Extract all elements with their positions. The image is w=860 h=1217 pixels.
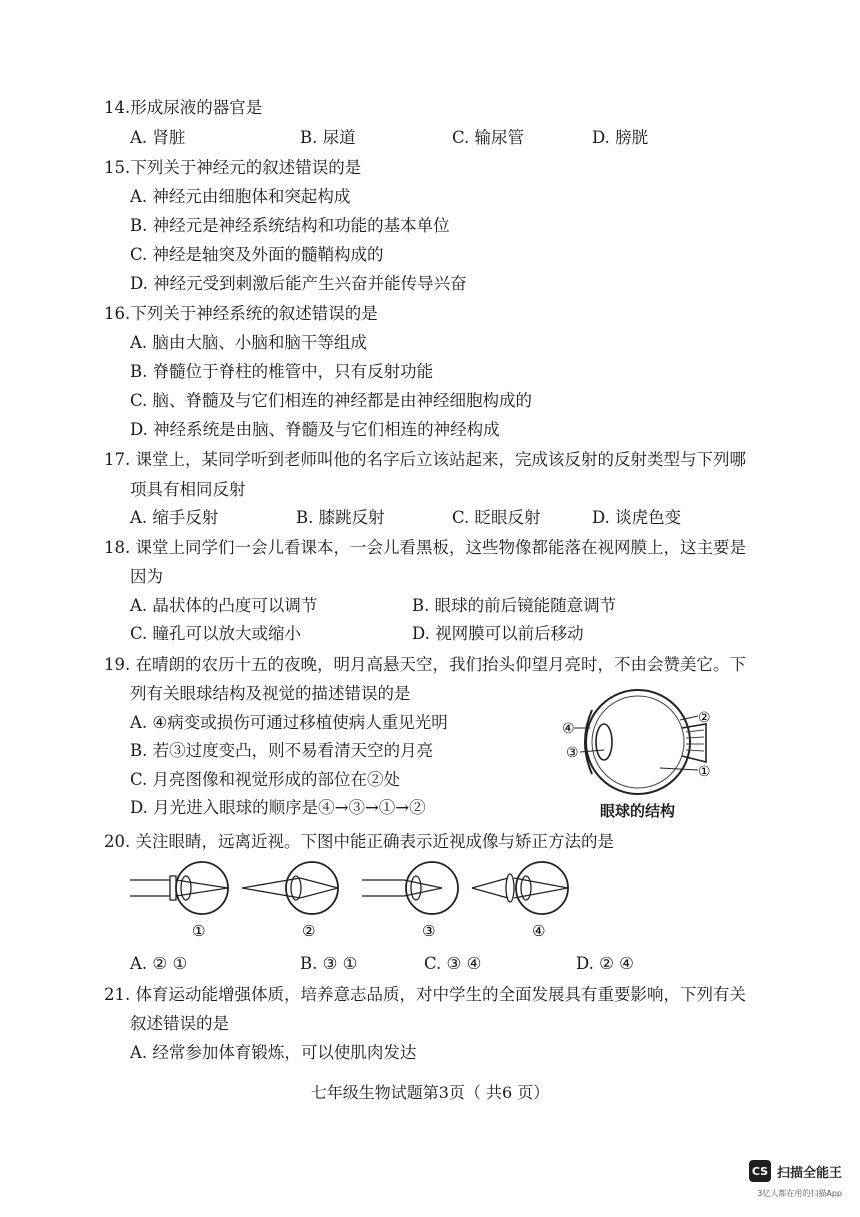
diagram-label-4: ④	[532, 922, 546, 940]
q16-option-d: D. 神经系统是由脑、脊髓及与它们相连的神经构成	[130, 420, 500, 439]
q14-option-b: B. 尿道	[300, 128, 356, 147]
q18-stem-line2: 因为	[130, 567, 163, 586]
q15-option-b: B. 神经元是神经系统结构和功能的基本单位	[130, 216, 450, 235]
eye-label-2: ②	[698, 710, 711, 726]
eyeball-structure-diagram	[560, 680, 730, 810]
q14-stem: 14.形成尿液的器官是	[104, 98, 263, 117]
q17-option-b: B. 膝跳反射	[296, 508, 385, 527]
q20-option-a: A. ② ①	[130, 954, 188, 973]
q14-option-a: A. 肾脏	[130, 128, 186, 147]
eye-label-1: ①	[698, 764, 711, 780]
q19-option-b: B. 若③过度变凸，则不易看清天空的月亮	[130, 741, 434, 760]
q15-option-d: D. 神经元受到刺激后能产生兴奋并能传导兴奋	[130, 274, 467, 293]
q18-stem-line1: 18. 课堂上同学们一会儿看课本，一会儿看黑板，这些物像都能落在视网膜上，这主要是	[104, 538, 746, 557]
q19-option-d: D. 月光进入眼球的顺序是④→③→①→②	[130, 798, 426, 817]
q21-option-a: A. 经常参加体育锻炼，可以使肌肉发达	[130, 1043, 417, 1062]
q15-option-c: C. 神经是轴突及外面的髓鞘构成的	[130, 245, 384, 264]
myopia-correction-diagrams	[130, 858, 600, 944]
q17-stem-line2: 项具有相同反射	[130, 480, 246, 499]
scanner-watermark	[749, 1160, 842, 1182]
page-footer: 七年级生物试题第3页（ 共6 页）	[310, 1083, 550, 1102]
watermark-name: 扫描全能王	[776, 1165, 842, 1181]
q20-option-c: C. ③ ④	[424, 954, 482, 973]
diagram-1	[130, 862, 228, 940]
q21-stem-line2: 叙述错误的是	[130, 1014, 229, 1033]
q18-option-b: B. 眼球的前后镜能随意调节	[412, 596, 617, 615]
q14-option-d: D. 膀胱	[592, 128, 649, 147]
q17-stem-line1: 17. 课堂上，某同学听到老师叫他的名字后立该站起来，完成该反射的反射类型与下列哪	[104, 450, 746, 469]
eye-label-4: ④	[562, 721, 575, 737]
q18-option-d: D. 视网膜可以前后移动	[412, 624, 584, 643]
q16-option-a: A. 脑由大脑、小脑和脑干等组成	[130, 333, 367, 352]
q16-option-c: C. 脑、脊髓及与它们相连的神经都是由神经细胞构成的	[130, 391, 533, 410]
q15-stem: 15.下列关于神经元的叙述错误的是	[104, 158, 362, 177]
diagram-label-3: ③	[422, 922, 436, 940]
watermark-tagline: 3亿人都在用的扫描App	[757, 1189, 842, 1198]
q16-stem: 16.下列关于神经系统的叙述错误的是	[104, 304, 378, 323]
eyeball-caption: 眼球的结构	[600, 802, 676, 820]
q19-stem-line2: 列有关眼球结构及视觉的描述错误的是	[130, 684, 411, 703]
diagram-label-2: ②	[302, 922, 316, 940]
diagram-label-1: ①	[192, 922, 206, 940]
eye-label-3: ③	[566, 745, 579, 761]
q17-option-a: A. 缩手反射	[130, 508, 219, 527]
q16-option-b: B. 脊髓位于脊柱的椎管中，只有反射功能	[130, 362, 434, 381]
q20-option-d: D. ② ④	[576, 954, 634, 973]
q19-stem-line1: 19. 在晴朗的农历十五的夜晚，明月高悬天空，我们抬头仰望月亮时，不由会赞美它。下	[104, 655, 746, 674]
diagram-2	[242, 862, 338, 940]
q18-option-c: C. 瞳孔可以放大或缩小	[130, 624, 302, 643]
q19-option-a: A. ④病变或损伤可通过移植使病人重见光明	[130, 713, 448, 732]
q18-option-a: A. 晶状体的凸度可以调节	[130, 596, 318, 615]
q20-stem: 20. 关注眼睛，远离近视。下图中能正确表示近视成像与矫正方法的是	[104, 832, 614, 851]
q15-option-a: A. 神经元由细胞体和突起构成	[130, 187, 351, 206]
q21-stem-line1: 21. 体育运动能增强体质，培养意志品质，对中学生的全面发展具有重要影响，下列有关	[104, 985, 746, 1004]
q14-option-c: C. 输尿管	[452, 128, 525, 147]
q19-option-c: C. 月亮图像和视觉形成的部位在②处	[130, 770, 401, 789]
diagram-3	[362, 862, 458, 940]
q17-option-d: D. 谈虎色变	[592, 508, 682, 527]
q20-option-b: B. ③ ①	[300, 954, 358, 973]
camscanner-logo-icon: CS	[749, 1160, 771, 1182]
diagram-4	[472, 862, 568, 940]
q17-option-c: C. 眨眼反射	[452, 508, 541, 527]
